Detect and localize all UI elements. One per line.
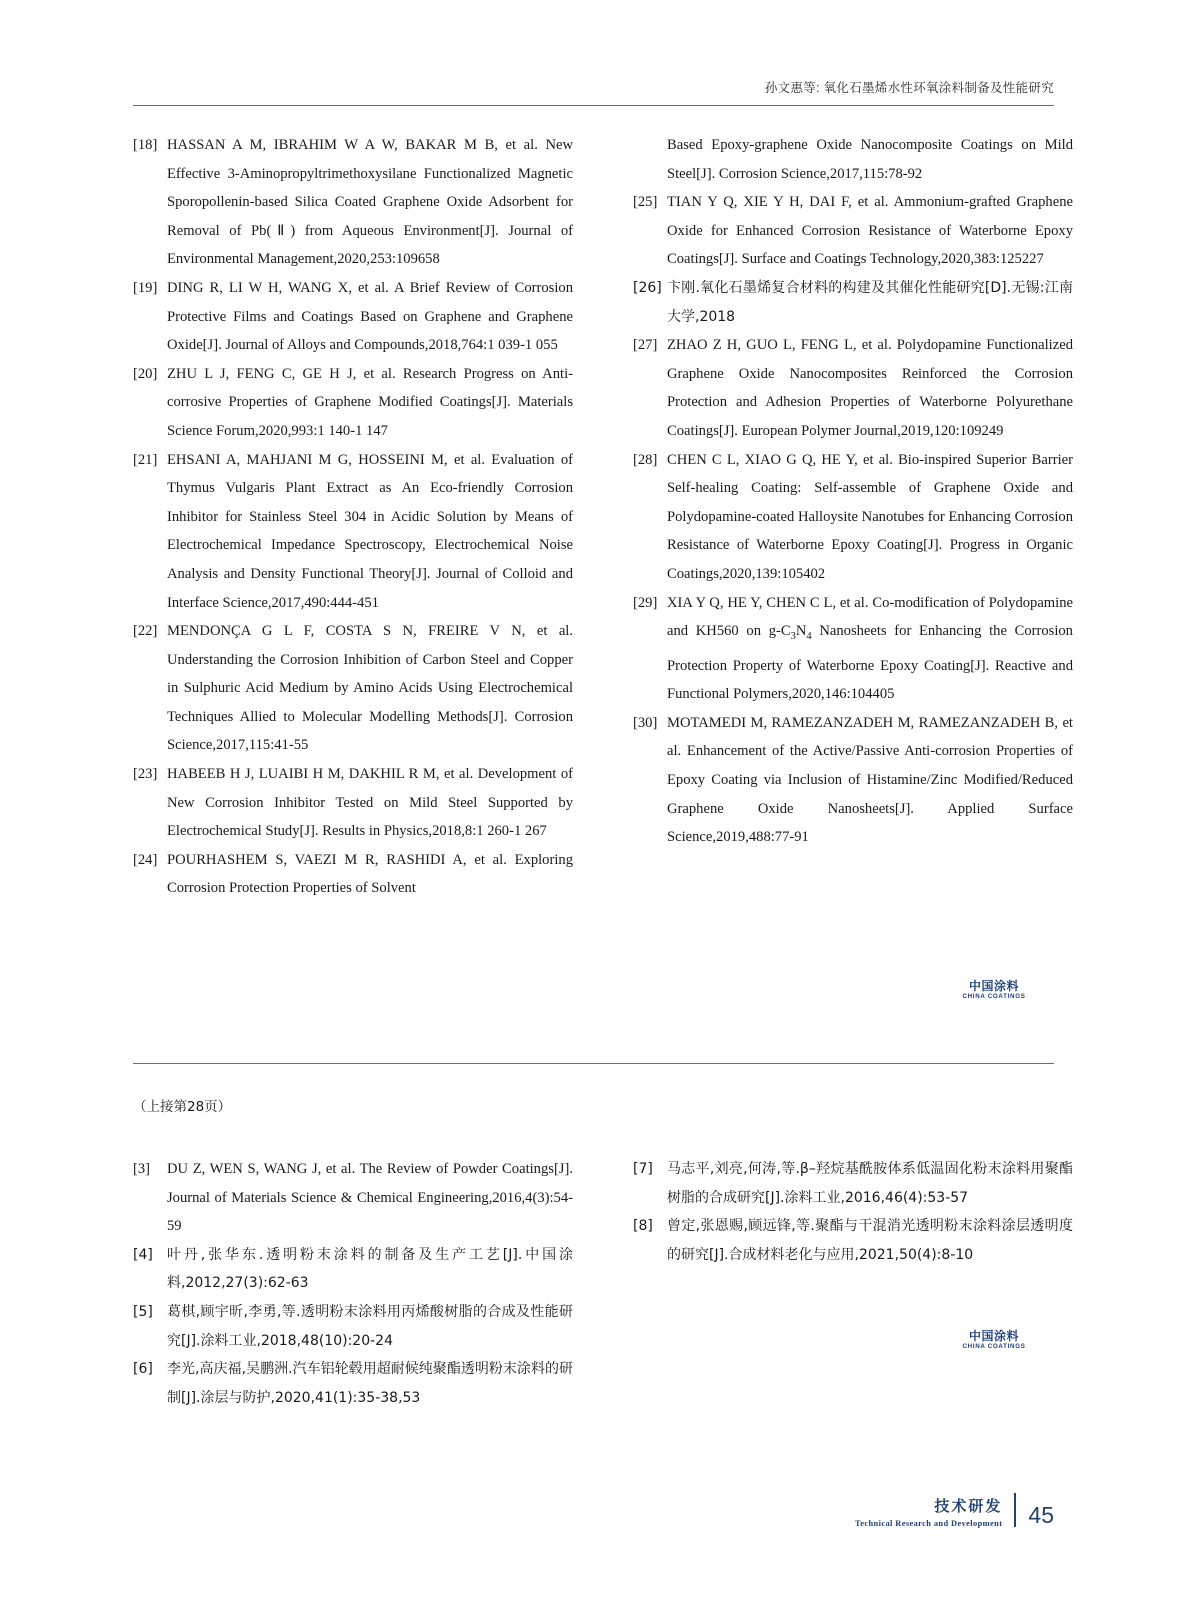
publisher-logo-en: CHINA COATINGS xyxy=(962,992,1026,1000)
reference-item xyxy=(133,131,573,274)
publisher-logo xyxy=(956,1330,1032,1350)
reference-item xyxy=(133,274,573,360)
reference-item xyxy=(633,589,1073,709)
reference-number: [8] xyxy=(633,1218,653,1235)
reference-number: [24] xyxy=(133,851,158,868)
reference-text: ZHU L J, FENG C, GE H J, et al. Research Progress on Anti-corrosive Properties of Graphene Modified Coatings[J]. Materials Science Forum,2020,993:1 140-1 147 xyxy=(167,365,573,439)
reference-item xyxy=(633,331,1073,445)
reference-text: 葛棋,顾宇昕,李勇,等.透明粉末涂料用丙烯酸树脂的合成及性能研究[J].涂料工业,2018,48(10):20-24 xyxy=(167,1303,573,1349)
reference-item xyxy=(133,360,573,446)
reference-column-right xyxy=(633,131,1073,903)
reference-item-continuation xyxy=(633,131,1073,188)
reference-number: [28] xyxy=(633,451,658,468)
reference-text: 卞刚.氧化石墨烯复合材料的构建及其催化性能研究[D].无锡:江南大学,2018 xyxy=(667,279,1073,325)
footer-section-en: Technical Research and Development xyxy=(855,1519,1003,1528)
page-number: 45 xyxy=(1028,1502,1054,1528)
reference-number: [18] xyxy=(133,137,158,153)
reference-text: MENDONÇA G L F, COSTA S N, FREIRE V N, et al. Understanding the Corrosion Inhibition of Carbon Steel and Copper in Sulphuric Acid Medium by Amino Acids Using Electrochemical Techniques Allied to Molecular Modelling Methods[J]. Corrosion Science,2017,115:41-55 xyxy=(167,623,573,754)
reference-item xyxy=(133,446,573,618)
reference-number: [5] xyxy=(133,1303,153,1320)
reference-item xyxy=(133,1241,573,1298)
reference-text: ZHAO Z H, GUO L, FENG L, et al. Polydopamine Functionalized Graphene Oxide Nanocomposites Reinforced the Corrosion Protection and Adhesion Properties of Waterborne Polyurethane Coatings[J]. European Polymer Journal,2019,120:109249 xyxy=(667,337,1073,439)
reference-number: [22] xyxy=(133,623,158,640)
reference-text: EHSANI A, MAHJANI M G, HOSSEINI M, et al. Evaluation of Thymus Vulgaris Plant Extract as An Eco-friendly Corrosion Inhibitor for Stainless Steel 304 in Acidic Solution by Means of Electrochemical Impedance Spectroscopy, Electrochemical Noise Analysis and Density Functional Theory[J]. Journal of Colloid and Interface Science,2017,490:444-451 xyxy=(167,451,573,611)
reference-text: POURHASHEM S, VAEZI M R, RASHIDI A, et al. Exploring Corrosion Protection Properties of Solvent xyxy=(167,851,573,897)
reference-item xyxy=(133,1355,573,1412)
footer-divider xyxy=(1014,1493,1016,1527)
reference-number: [21] xyxy=(133,451,158,468)
reference-item xyxy=(633,188,1073,274)
page-footer xyxy=(855,1493,1054,1528)
reference-block-bottom xyxy=(133,1155,1073,1412)
reference-text: 曾定,张恩赐,顾远锋,等.聚酯与干混消光透明粉末涂料涂层透明度的研究[J].合成材料老化与应用,2021,50(4):8-10 xyxy=(667,1218,1073,1263)
running-head: 孙文惠等: 氧化石墨烯水性环氧涂料制备及性能研究 xyxy=(764,81,1054,95)
reference-number: [4] xyxy=(133,1246,153,1263)
reference-number: [6] xyxy=(133,1361,153,1378)
reference-number: [19] xyxy=(133,279,158,296)
reference-column-right-bottom xyxy=(633,1155,1073,1412)
reference-text: HASSAN A M, IBRAHIM W A W, BAKAR M B, et al. New Effective 3-Aminopropyltrimethoxysilane Functionalized Magnetic Sporopollenin-based Silica Coated Graphene Oxide Adsorbent for Removal of Pb(Ⅱ) from Aqueous Environment[J]. Journal of Environmental Management,2020,253:109658 xyxy=(167,137,573,268)
reference-column-left xyxy=(133,131,573,903)
reference-column-left-bottom xyxy=(133,1155,573,1412)
continued-from-note: （上接第28页） xyxy=(133,1099,232,1115)
reference-number: [23] xyxy=(133,766,158,783)
reference-item xyxy=(133,1155,573,1241)
reference-item xyxy=(633,446,1073,589)
publisher-logo-cn: 中国涂料 xyxy=(968,1329,1019,1343)
reference-number: [20] xyxy=(133,365,158,382)
reference-text: HABEEB H J, LUAIBI H M, DAKHIL R M, et al. Development of New Corrosion Inhibitor Tested on Mild Steel Supported by Electrochemical Study[J]. Results in Physics,2018,8:1 260-1 267 xyxy=(167,766,573,840)
reference-number: [30] xyxy=(633,714,658,731)
reference-text: MOTAMEDI M, RAMEZANZADEH M, RAMEZANZADEH B, et al. Enhancement of the Active/Passive Anti-corrosion Properties of Epoxy Coating via Inclusion of Histamine/Zinc Modified/Reduced Graphene Oxide Nanosheets[J]. Applied Surface Science,2019,488:77-91 xyxy=(667,714,1073,846)
reference-item xyxy=(633,274,1073,331)
reference-item xyxy=(633,1212,1073,1269)
reference-text: 叶丹,张华东.透明粉末涂料的制备及生产工艺[J].中国涂料,2012,27(3):62-63 xyxy=(167,1246,573,1292)
reference-number: [26] xyxy=(633,279,662,296)
reference-item xyxy=(133,1298,573,1355)
reference-text: CHEN C L, XIAO G Q, HE Y, et al. Bio-inspired Superior Barrier Self-healing Coating: Self-assemble of Graphene Oxide and Polydopamine-coated Halloysite Nanotubes for Enhancing Corrosion Resistance of Waterborne Epoxy Coating[J]. Progress in Organic Coatings,2020,139:105402 xyxy=(667,451,1073,582)
reference-number: [29] xyxy=(633,594,658,611)
reference-text: Based Epoxy-graphene Oxide Nanocomposite Coatings on Mild Steel[J]. Corrosion Science,2017,115:78-92 xyxy=(667,137,1073,182)
section-divider-rule xyxy=(133,1063,1054,1064)
reference-item xyxy=(133,617,573,760)
footer-section-label xyxy=(855,1495,1002,1528)
reference-item xyxy=(633,709,1073,852)
reference-text: DING R, LI W H, WANG X, et al. A Brief Review of Corrosion Protective Films and Coatings Based on Graphene and Graphene Oxide[J]. Journal of Alloys and Compounds,2018,764:1 039-1 055 xyxy=(167,279,573,354)
reference-number: [3] xyxy=(133,1161,151,1177)
publisher-logo xyxy=(956,980,1032,1000)
reference-text: 马志平,刘亮,何涛,等.β–羟烷基酰胺体系低温固化粉末涂料用聚酯树脂的合成研究[J].涂料工业,2016,46(4):53-57 xyxy=(667,1161,1073,1206)
reference-text: DU Z, WEN S, WANG J, et al. The Review of Powder Coatings[J]. Journal of Materials Science & Chemical Engineering,2016,4(3):54-59 xyxy=(167,1161,573,1235)
reference-number: [25] xyxy=(633,194,658,211)
reference-number: [27] xyxy=(633,337,658,354)
reference-item xyxy=(633,1155,1073,1212)
footer-section-cn: 技术研发 xyxy=(934,1497,1003,1515)
reference-item xyxy=(133,760,573,846)
reference-number xyxy=(633,131,667,188)
publisher-logo-cn: 中国涂料 xyxy=(968,979,1019,993)
header-rule xyxy=(133,105,1054,106)
reference-text: TIAN Y Q, XIE Y H, DAI F, et al. Ammonium-grafted Graphene Oxide for Enhanced Corrosion Resistance of Waterborne Epoxy Coatings[J]. Surface and Coatings Technology,2020,383:125227 xyxy=(667,194,1073,268)
reference-item xyxy=(133,846,573,903)
reference-text: 李光,高庆福,吴鹏洲.汽车铝轮毂用超耐候纯聚酯透明粉末涂料的研制[J].涂层与防护,2020,41(1):35-38,53 xyxy=(167,1361,573,1406)
publisher-logo-en: CHINA COATINGS xyxy=(962,1342,1026,1350)
reference-text: XIA Y Q, HE Y, CHEN C L, et al. Co-modification of Polydopamine and KH560 on $g-C_3N_4$ Nanosheets for Enhancing the Corrosion Protection Property of Waterborne Epoxy Coating[J]. Reactive and Functional Polymers,2020,146:104405 xyxy=(667,594,1073,703)
reference-block-top xyxy=(133,131,1073,903)
reference-number: [7] xyxy=(633,1161,653,1177)
